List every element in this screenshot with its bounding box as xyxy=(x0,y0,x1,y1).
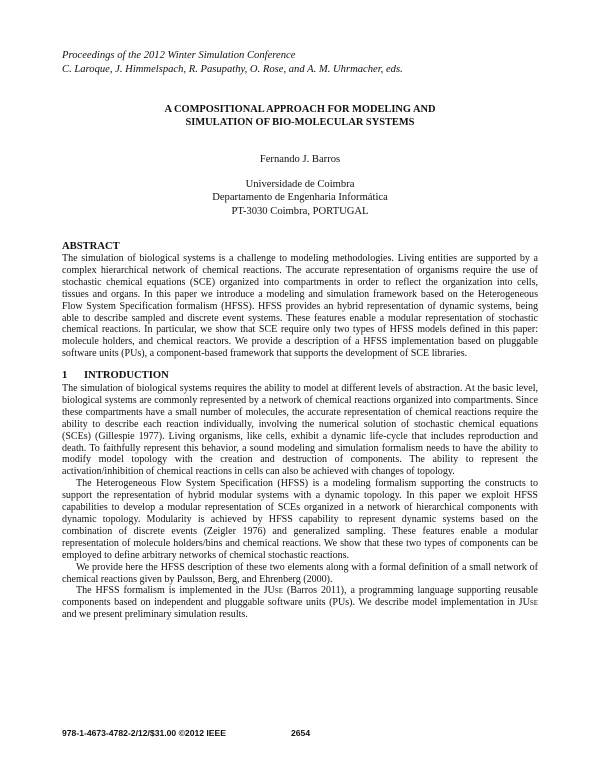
proceedings-title: Proceedings of the 2012 Winter Simulation Conference xyxy=(62,50,296,61)
juse-name: Use xyxy=(522,597,538,609)
intro-paragraph-3: We provide here the HFSS description of these two elements along with a formal definition of a small network of chemical reactions given by Paulsson, Berg, and Ehrenberg (2000). xyxy=(62,561,538,585)
intro-paragraph-4 xyxy=(62,585,538,621)
affiliation-university: Universidade de Coimbra xyxy=(245,179,355,190)
paper-title-line-2: SIMULATION OF BIO-MOLECULAR SYSTEMS xyxy=(185,116,415,128)
author-name: Fernando J. Barros xyxy=(259,154,341,165)
paper-title-line-1: A COMPOSITIONAL APPROACH FOR MODELING AND xyxy=(164,104,436,115)
proceedings-header xyxy=(62,49,542,77)
affiliation-address: PT-3030 Coimbra, PORTUGAL xyxy=(231,205,369,217)
intro-p4-part-c: and we present preliminary simulation results. xyxy=(62,609,248,621)
abstract-heading: ABSTRACT xyxy=(62,241,120,252)
affiliation-department: Departamento de Engenharia Informática xyxy=(212,192,388,204)
abstract-body xyxy=(62,253,538,360)
intro-p4-part-b: (Barros 2011), a programming language supporting reusable components based on independent and pluggable software units (PUs). We describe model implementation in J xyxy=(62,585,539,609)
paper-title xyxy=(60,104,540,129)
section-title: INTRODUCTION xyxy=(84,370,169,381)
footer-isbn: 978-1-4673-4782-2/12/$31.00 ©2012 IEEE xyxy=(62,728,227,738)
footer-page-number: 2654 xyxy=(291,728,311,738)
abstract-paragraph: The simulation of biological systems is a challenge to modeling methodologies. Living entities are supported by a complex hierarchical network of chemical reactions. The accurate representation of organisms require the use of stochastic chemical equations (SCE) organized into compartments in order to reflect the organization into cells, tissues and organs. In this paper we introduce a modeling and simulation framework based on the Heterogeneous Flow System Specification formalism (HFSS). HFSS provides an hybrid representation of dynamic systems, being able to describe sampled and discrete event systems. These features enable a modular representation of stochastic chemical reactions. In particular, we show that SCE require only two types of HFSS models defined in this paper: molecule holders, and chemical reactors. We provide a description of a HFSS implementation based on pluggable software units (PUs), a component-based framework that supports the development of SCE libraries. xyxy=(62,253,538,360)
section-number: 1 xyxy=(62,370,68,381)
proceedings-editors: C. Laroque, J. Himmelspach, R. Pasupathy, O. Rose, and A. M. Uhrmacher, eds. xyxy=(62,64,403,75)
author-affiliation xyxy=(60,178,540,218)
introduction-body xyxy=(62,383,538,621)
juse-name: Use xyxy=(267,585,283,597)
intro-paragraph-1: The simulation of biological systems requires the ability to model at different levels of abstraction. At the basic level, biological systems are commonly represented by a network of chemical reactions organized into compartments. Since these compartments have a small number of molecules, the accurate representation of chemical reactions require the ability to describe each reaction individually, involving the numerical solution of stochastic chemical equations (SCEs) (Gillespie 1977). Living organisms, like cells, exhibit a dynamic life-cycle that includes reproduction and death. To faithfully represent this behavior, a sound modeling and simulation formalism needs to have the ability to modify model topology with the creation and destruction of components. The ability to represent the activation/inhibition of chemical reactions in cells can also be achieved with changes of topology. xyxy=(62,383,538,478)
intro-p4-part-a: The HFSS formalism is implemented in the J xyxy=(76,585,268,597)
intro-paragraph-2: The Heterogeneous Flow System Specification (HFSS) is a modeling formalism supporting the constructs to support the representation of hybrid modular systems with a dynamic topology. In this paper we exploit HFSS capabilities to develop a modular representation of SCEs organized in a network of hierarchical components with dynamic topology. Modularity is achieved by HFSS capability to represent dynamic systems based on the combination of discrete events (Zeigler 1976) and generalized sampling. These features enable a modular representation of molecule holders/bins and chemical reactions. We show that these two types of components can be employed to define arbitrary networks of chemical stochastic reactions. xyxy=(62,478,538,561)
introduction-heading xyxy=(62,369,169,382)
